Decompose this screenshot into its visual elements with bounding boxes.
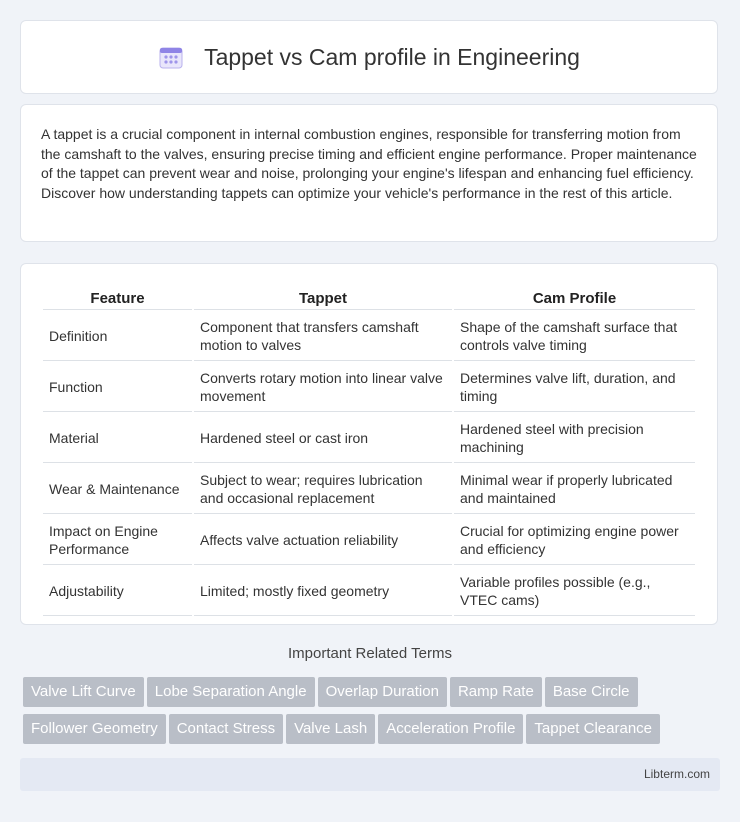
cell-tappet: Limited; mostly fixed geometry [194,567,452,616]
related-term-tag[interactable]: Ramp Rate [450,677,542,707]
related-term-tag[interactable]: Contact Stress [169,714,283,744]
related-term-tag[interactable]: Overlap Duration [318,677,447,707]
related-term-tag[interactable]: Follower Geometry [23,714,166,744]
related-term-tag[interactable]: Valve Lash [286,714,375,744]
cell-tappet: Affects valve actuation reliability [194,516,452,565]
comparison-table-card [20,263,718,625]
cell-cam-profile: Hardened steel with precision machining [454,414,695,463]
cell-cam-profile: Crucial for optimizing engine power and efficiency [454,516,695,565]
cell-feature: Adjustability [43,567,192,616]
cell-feature: Definition [43,312,192,361]
header-cam-profile: Cam Profile [454,286,695,310]
related-term-tag[interactable]: Lobe Separation Angle [147,677,315,707]
intro-card [20,104,718,242]
table-row [43,567,695,616]
related-term-tag[interactable]: Base Circle [545,677,638,707]
comparison-table [41,284,697,618]
page-title: Tappet vs Cam profile in Engineering [204,43,580,70]
cell-tappet: Component that transfers camshaft motion to valves [194,312,452,361]
cell-tappet: Hardened steel or cast iron [194,414,452,463]
cell-cam-profile: Variable profiles possible (e.g., VTEC cams) [454,567,695,616]
cell-feature: Material [43,414,192,463]
cell-tappet: Converts rotary motion into linear valve movement [194,363,452,412]
header-card [20,20,718,94]
cell-cam-profile: Minimal wear if properly lubricated and maintained [454,465,695,514]
cell-tappet: Subject to wear; requires lubrication and occasional replacement [194,465,452,514]
table-row [43,414,695,463]
related-terms-title: Important Related Terms [288,645,452,662]
footer-bar [20,758,720,791]
related-term-tag[interactable]: Valve Lift Curve [23,677,144,707]
grid-calendar-icon [158,44,184,70]
footer-site-link[interactable]: Libterm.com [643,767,710,781]
related-term-tag[interactable]: Acceleration Profile [378,714,523,744]
cell-feature: Wear & Maintenance [43,465,192,514]
table-row [43,312,695,361]
related-terms-list [23,677,723,751]
table-row [43,363,695,412]
cell-feature: Function [43,363,192,412]
cell-cam-profile: Determines valve lift, duration, and timing [454,363,695,412]
table-row [43,465,695,514]
cell-feature: Impact on Engine Performance [43,516,192,565]
header-tappet: Tappet [194,286,452,310]
cell-cam-profile: Shape of the camshaft surface that controls valve timing [454,312,695,361]
header-feature: Feature [43,286,192,310]
table-header-row [43,286,695,310]
related-term-tag[interactable]: Tappet Clearance [526,714,660,744]
table-row [43,516,695,565]
intro-text: A tappet is a crucial component in internal combustion engines, responsible for transferring motion from the camshaft to the valves, ensuring precise timing and efficient engine performance. Proper maintenance of the tappet can prevent wear and noise, prolonging your engine's lifespan and enhancing fuel efficiency. Discover how understanding tappets can optimize your vehicle's performance in the rest of this article. [41,126,697,201]
